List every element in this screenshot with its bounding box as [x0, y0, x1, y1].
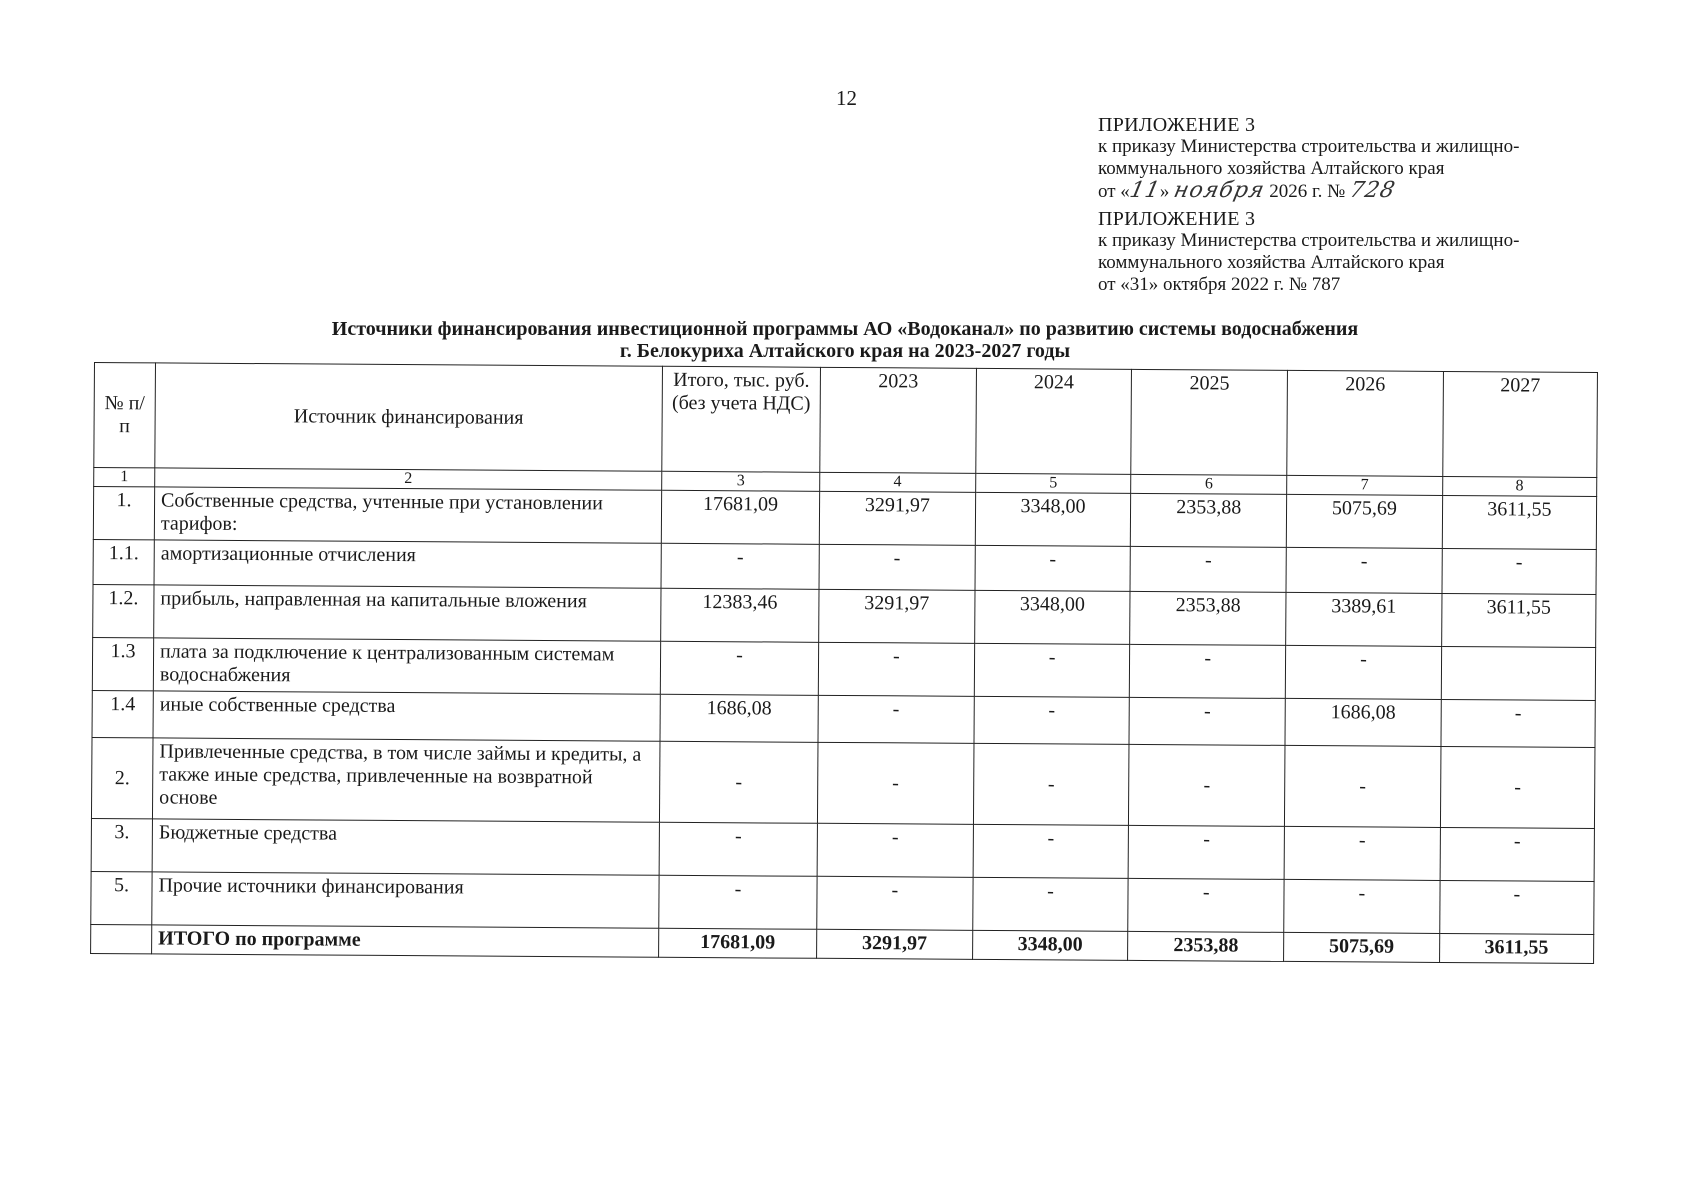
row-num: 1.1. [93, 539, 154, 584]
header-year-2027: 2027 [1443, 371, 1598, 477]
row-total: - [659, 822, 817, 876]
row-value-2026: - [1285, 745, 1441, 827]
header-source: Источник финансирования [155, 363, 663, 471]
row-value-2026: - [1285, 645, 1441, 699]
total-value-2027: 3611,55 [1439, 933, 1593, 963]
row-total: - [661, 543, 819, 589]
table-row [91, 737, 1595, 828]
date-mid: » [1159, 181, 1175, 202]
total-sum: 17681,09 [659, 928, 817, 958]
row-num: 5. [91, 871, 152, 924]
row-value-2023: - [819, 544, 975, 590]
row-num: 1. [93, 487, 154, 540]
row-value-2025: 2353,88 [1130, 591, 1286, 645]
row-value-2025: - [1128, 825, 1284, 879]
row-value-2025: - [1129, 744, 1285, 826]
row-source: Бюджетные средства [152, 819, 659, 875]
date-year: 2026 г. № [1264, 181, 1350, 202]
appendix-previous-line2: коммунального хозяйства Алтайского края [1098, 252, 1445, 273]
row-source: Привлеченные средства, в том числе займы и кредиты, а также иные средства, привлеченные на возвратной основе [152, 738, 660, 822]
row-value-2024: - [974, 696, 1130, 744]
column-index: 2 [155, 468, 662, 490]
header-year-2023: 2023 [820, 367, 976, 473]
row-value-2026: 3389,61 [1286, 592, 1442, 646]
appendix-current-title: ПРИЛОЖЕНИЕ 3 [1098, 114, 1256, 136]
header-year-2024: 2024 [975, 368, 1131, 474]
row-num: 1.3 [92, 637, 153, 690]
total-value-2025: 2353,88 [1128, 931, 1284, 961]
row-value-2024: 3348,00 [974, 590, 1130, 644]
row-num: 1.4 [92, 690, 153, 737]
row-value-2023: 3291,97 [819, 589, 975, 643]
row-source: прибыль, направленная на капитальные вложения [154, 585, 661, 641]
row-value-2025: 2353,88 [1131, 493, 1287, 547]
row-value-2027: 3611,55 [1441, 593, 1596, 647]
row-source: Собственные средства, учтенные при установлении тарифов: [154, 487, 661, 543]
document-title-line1: Источники финансирования инвестиционной программы АО «Водоканал» по развитию системы водоснабжения [331, 318, 1359, 340]
row-value-2027: - [1442, 548, 1597, 594]
handwritten-number: 728 [1347, 178, 1398, 203]
row-value-2025: - [1129, 697, 1285, 745]
column-index: 1 [94, 468, 155, 487]
row-value-2023: 3291,97 [819, 491, 975, 545]
row-num: 1.2. [93, 584, 154, 637]
row-source: иные собственные средства [153, 691, 660, 741]
page-number: 12 [836, 86, 857, 110]
column-index: 6 [1131, 474, 1287, 494]
row-value-2026: - [1284, 879, 1440, 933]
total-num [91, 924, 152, 953]
row-total: - [660, 641, 818, 695]
row-source: амортизационные отчисления [154, 540, 661, 588]
row-value-2024: 3348,00 [975, 492, 1131, 546]
column-index: 8 [1442, 476, 1596, 496]
row-total: 1686,08 [660, 694, 818, 742]
row-value-2023: - [817, 742, 973, 824]
total-label: ИТОГО по программе [152, 925, 659, 957]
header-num: № п/п [94, 363, 156, 468]
appendix-current [1098, 114, 1658, 203]
row-total: 12383,46 [661, 588, 819, 642]
handwritten-month: ноября [1171, 178, 1268, 203]
header-year-2026: 2026 [1287, 370, 1443, 476]
row-value-2024: - [972, 877, 1128, 931]
date-prefix: от « [1098, 181, 1130, 202]
row-total: - [659, 875, 817, 929]
header-year-2025: 2025 [1131, 369, 1287, 475]
appendix-previous-line1: к приказу Министерства строительства и жилищно- [1098, 230, 1520, 251]
row-value-2025: - [1130, 644, 1286, 698]
appendix-previous-title: ПРИЛОЖЕНИЕ 3 [1098, 208, 1256, 230]
row-total: 17681,09 [661, 490, 819, 544]
row-source: плата за подключение к централизованным системам водоснабжения [153, 638, 660, 694]
total-value-2024: 3348,00 [972, 930, 1128, 960]
row-value-2024: - [975, 545, 1131, 591]
document-title-line2: г. Белокуриха Алтайского края на 2023-2027 годы [619, 340, 1071, 362]
row-value-2024: - [974, 643, 1130, 697]
column-index: 5 [975, 473, 1131, 493]
row-value-2027: - [1439, 880, 1594, 934]
appendix-current-line2: коммунального хозяйства Алтайского края [1098, 158, 1445, 179]
row-value-2026: 5075,69 [1286, 494, 1442, 548]
appendix-previous-line3: от «31» октября 2022 г. № 787 [1098, 274, 1341, 295]
column-index: 7 [1287, 475, 1443, 495]
row-value-2023: - [818, 695, 974, 743]
row-value-2025: - [1130, 546, 1286, 592]
row-num: 2. [91, 737, 153, 818]
column-index: 3 [662, 471, 820, 491]
row-value-2027: 3611,55 [1442, 495, 1597, 549]
appendix-current-line1: к приказу Министерства строительства и жилищно- [1098, 136, 1520, 157]
column-index: 4 [820, 472, 976, 492]
row-source: Прочие источники финансирования [152, 872, 659, 928]
row-value-2024: - [973, 743, 1129, 825]
row-value-2026: - [1284, 826, 1440, 880]
appendix-previous [1098, 208, 1658, 296]
row-value-2023: - [818, 642, 974, 696]
row-value-2023: - [817, 823, 973, 877]
financing-table [90, 362, 1598, 964]
row-num: 3. [91, 818, 152, 871]
total-value-2026: 5075,69 [1284, 932, 1440, 962]
row-value-2024: - [973, 824, 1129, 878]
row-value-2027: - [1441, 699, 1596, 747]
document-title [200, 318, 1490, 362]
header-total: Итого, тыс. руб. (без учета НДС) [662, 366, 821, 472]
row-total: - [659, 741, 818, 823]
table-header-row [94, 363, 1598, 478]
row-value-2026: - [1286, 547, 1442, 593]
row-value-2026: 1686,08 [1285, 698, 1441, 746]
row-value-2023: - [817, 876, 973, 930]
row-value-2027 [1441, 646, 1596, 700]
appendix-current-date [1098, 180, 1658, 203]
total-value-2023: 3291,97 [817, 929, 973, 959]
handwritten-day: 11 [1127, 178, 1163, 203]
row-value-2027: - [1440, 746, 1595, 828]
row-value-2027: - [1440, 827, 1595, 881]
row-value-2025: - [1128, 878, 1284, 932]
